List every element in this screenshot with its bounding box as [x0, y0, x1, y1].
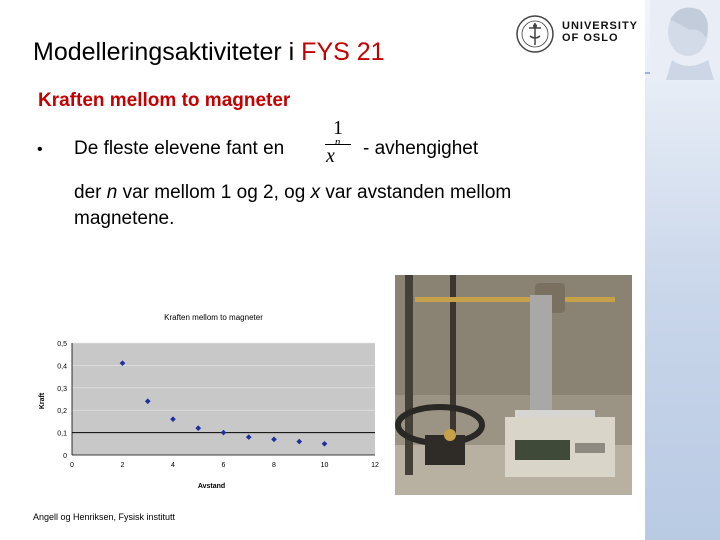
formula-exponent: n — [334, 136, 341, 149]
y-axis-label: Kraft — [39, 392, 46, 410]
formula-numerator: 1 — [333, 117, 343, 139]
formula-fraction — [324, 117, 352, 173]
y-tick-label: 0,5 — [57, 341, 67, 348]
y-tick-label: 0,4 — [57, 363, 67, 371]
bullet-text-before: De fleste elevene fant en — [74, 138, 285, 159]
x-tick-label: 6 — [221, 462, 226, 469]
formula-denominator — [326, 136, 341, 168]
x-tick-label: 4 — [171, 462, 175, 469]
logo-line-1: UNIVERSITY — [562, 20, 639, 32]
slide-subtitle: Kraften mellom to magneter — [38, 90, 291, 111]
bullet-text-after: - avhengighet — [363, 138, 479, 159]
magnet-experiment-photo — [395, 275, 632, 495]
y-tick-label: 0,3 — [57, 385, 67, 393]
y-tick-label: 0,1 — [57, 430, 67, 438]
slide-title — [33, 38, 385, 67]
title-main: Modelleringsaktiviteter i — [33, 38, 302, 66]
y-tick-label: 0,2 — [57, 408, 67, 416]
side-decoration-band — [645, 0, 720, 540]
title-accent: FYS 21 — [301, 38, 385, 66]
bullet-continuation — [74, 180, 614, 232]
footer-credit: Angell og Henriksen, Fysisk institutt — [33, 512, 176, 522]
para-part-3: var avstanden mellom magnetene. — [74, 182, 512, 229]
plot-area — [72, 343, 375, 455]
para-var-n: n — [106, 182, 118, 203]
bullet-marker: • — [37, 141, 43, 158]
logo-line-2: OF OSLO — [562, 32, 619, 44]
formula-base: x — [326, 145, 335, 167]
x-tick-label: 2 — [120, 462, 125, 469]
university-seal-icon — [515, 14, 555, 54]
x-axis-label: Avstand — [197, 483, 226, 490]
para-part-2: var mellom 1 og 2, og — [117, 182, 311, 203]
y-tick-label: 0 — [63, 453, 67, 460]
scatter-chart — [30, 305, 390, 500]
university-logo-text — [562, 20, 638, 44]
para-part-1: der — [74, 182, 107, 203]
chart-title: Kraften mellom to magneter — [164, 313, 263, 322]
x-tick-label: 10 — [320, 462, 329, 469]
para-var-x: x — [310, 182, 321, 203]
statue-relief-image — [650, 0, 720, 80]
x-tick-label: 12 — [371, 462, 379, 469]
x-tick-label: 8 — [272, 462, 276, 469]
x-tick-label: 0 — [70, 462, 74, 469]
